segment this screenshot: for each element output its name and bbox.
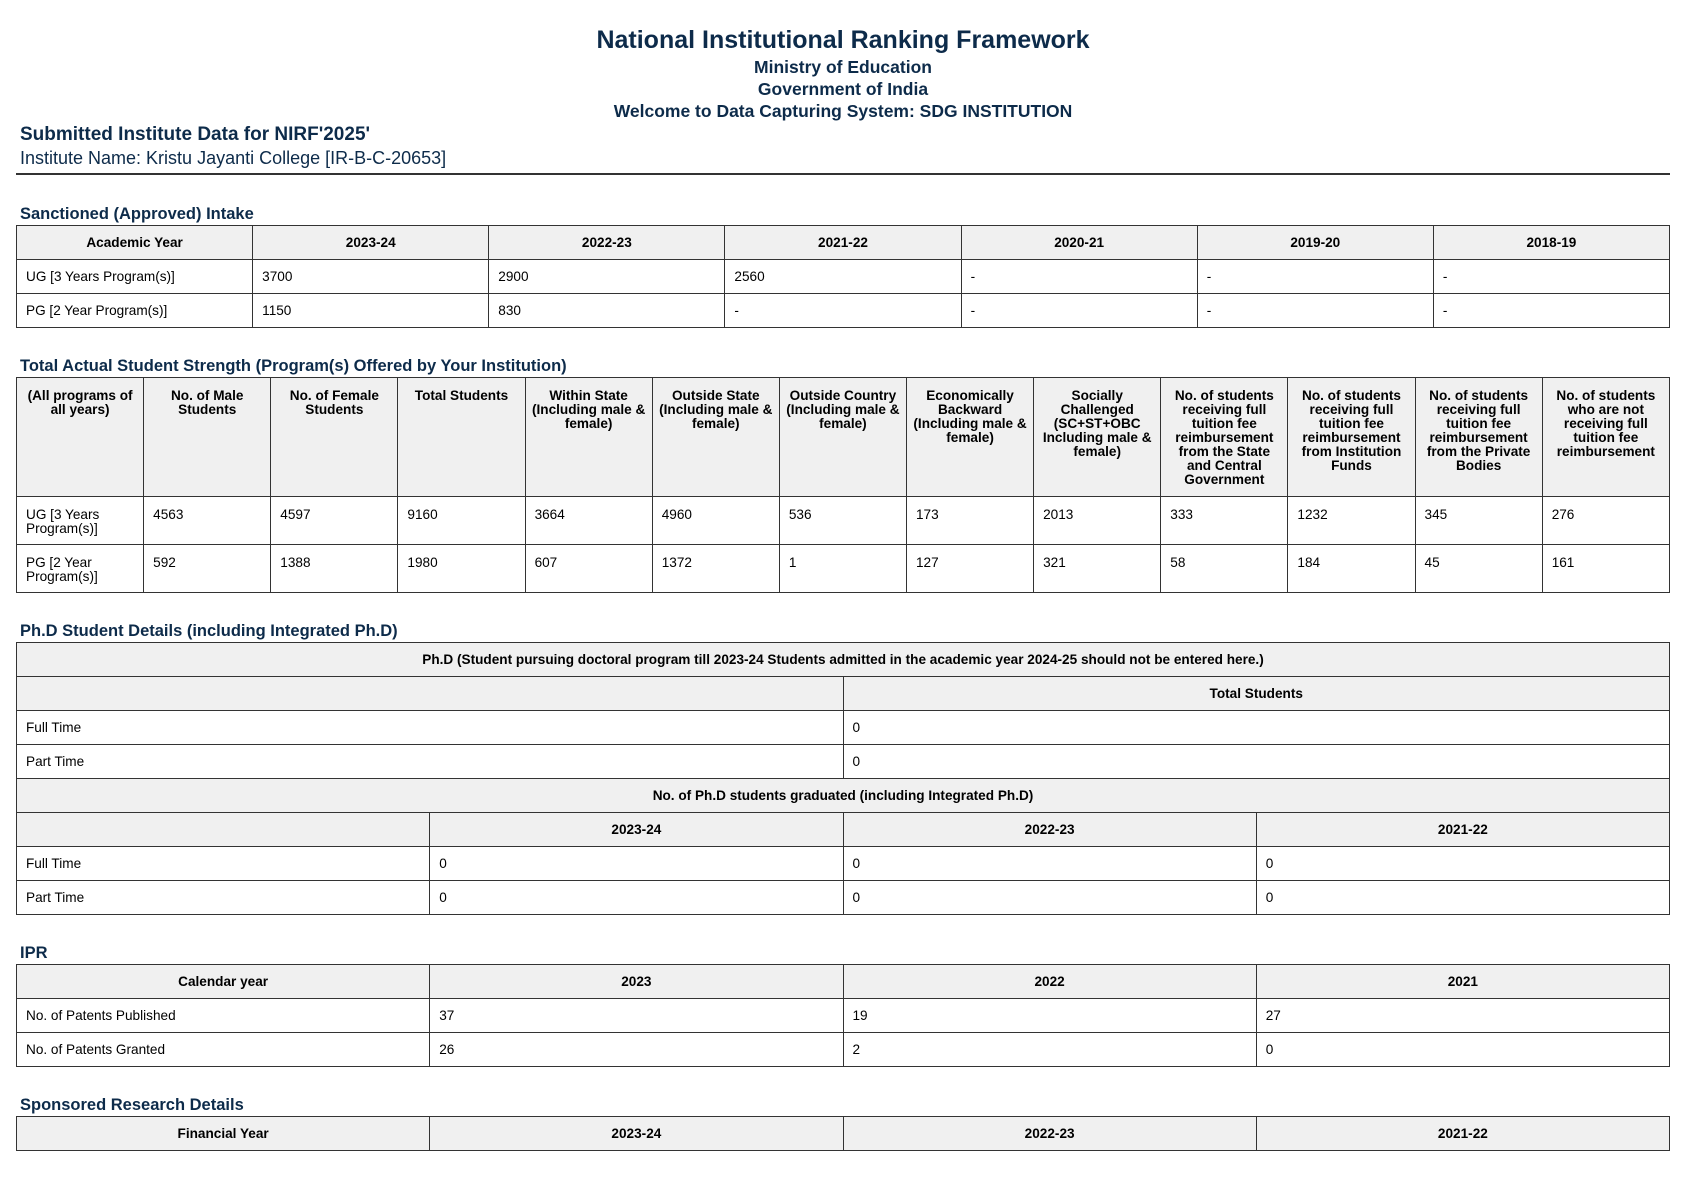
sponsored-research-table [16,1116,1670,1151]
table-cell: 0 [430,847,843,881]
header-cell-empty [17,813,430,847]
table-row [17,847,1670,881]
table-cell: - [725,294,961,328]
section-title-sanctioned-intake: Sanctioned (Approved) Intake [20,205,254,223]
table-row [17,1033,1670,1067]
table-cell: 3664 [525,497,652,545]
header-cell: No. of students receiving full tuition fee reimbursement from the State and Central Government [1161,378,1288,497]
header-cell: (All programs of all years) [17,378,144,497]
ipr-table [16,964,1670,1067]
table-cell: 0 [430,881,843,915]
header-cell: 2023 [430,965,843,999]
table-cell: 0 [1256,881,1669,915]
student-strength-table [16,377,1670,593]
header-cell: 2021 [1256,965,1669,999]
government-line: Government of India [757,79,929,99]
header-cell: No. of students receiving full tuition fee reimbursement from the Private Bodies [1415,378,1542,497]
phd-table [16,642,1670,915]
table-cell: 45 [1415,545,1542,593]
table-header-row [17,643,1670,677]
table-cell: 0 [1256,847,1669,881]
header-cell: 2021-22 [1256,1117,1669,1151]
table-cell: 1372 [652,545,779,593]
table-header-row [17,378,1670,497]
table-cell: UG [3 Years Program(s)] [17,260,253,294]
table-row [17,545,1670,593]
header-cell: 2020-21 [961,226,1197,260]
table-cell: 0 [843,881,1256,915]
table-header-row [17,813,1670,847]
ministry-line: Ministry of Education [754,57,932,77]
table-cell: 37 [430,999,843,1033]
institute-name: Institute Name: Kristu Jayanti College [IR-B-C-20653] [20,148,447,168]
header-cell: 2022-23 [843,813,1256,847]
table-row [17,711,1670,745]
table-row [17,745,1670,779]
table-cell: 0 [843,745,1670,779]
header-cell: 2022-23 [489,226,725,260]
table-header-row [17,965,1670,999]
header-cell: 2022-23 [843,1117,1256,1151]
header-cell: No. of Female Students [271,378,398,497]
table-cell: 2560 [725,260,961,294]
table-cell: 321 [1034,545,1161,593]
table-cell: 184 [1288,545,1415,593]
table-cell: Full Time [17,847,430,881]
table-cell: 1980 [398,545,525,593]
table-cell: PG [2 Year Program(s)] [17,545,144,593]
table-cell: Part Time [17,881,430,915]
table-cell: 4960 [652,497,779,545]
table-row [17,260,1670,294]
table-cell: - [1433,260,1669,294]
phd-pursuing-header: Ph.D (Student pursuing doctoral program till 2023-24 Students admitted in the academic year 2024-25 should not be entered here.) [17,643,1670,677]
header-divider [16,173,1670,175]
table-cell: 333 [1161,497,1288,545]
table-cell: 2013 [1034,497,1161,545]
table-cell: 276 [1542,497,1669,545]
table-header-row [17,677,1670,711]
header-cell: 2022 [843,965,1256,999]
header-cell: Outside Country (Including male & female) [779,378,906,497]
section-title-sponsored-research: Sponsored Research Details [20,1096,244,1114]
table-cell: 58 [1161,545,1288,593]
table-cell: No. of Patents Published [17,999,430,1033]
table-cell: - [1433,294,1669,328]
table-row [17,294,1670,328]
table-cell: No. of Patents Granted [17,1033,430,1067]
header-cell: Total Students [843,677,1670,711]
section-title-phd: Ph.D Student Details (including Integrated Ph.D) [20,622,398,640]
table-cell: 3700 [253,260,489,294]
header-cell: 2019-20 [1197,226,1433,260]
table-cell: 26 [430,1033,843,1067]
welcome-line: Welcome to Data Capturing System: SDG INSTITUTION [613,101,1073,121]
table-cell: 2 [843,1033,1256,1067]
table-cell: 127 [906,545,1033,593]
table-header-row [17,226,1670,260]
section-title-student-strength: Total Actual Student Strength (Program(s) Offered by Your Institution) [20,357,567,375]
table-cell: 9160 [398,497,525,545]
table-cell: 1 [779,545,906,593]
table-cell: 173 [906,497,1033,545]
table-cell: 4563 [144,497,271,545]
table-cell: - [1197,294,1433,328]
table-cell: 0 [843,847,1256,881]
table-cell: 2900 [489,260,725,294]
table-cell: 345 [1415,497,1542,545]
table-cell: 536 [779,497,906,545]
header-cell: Total Students [398,378,525,497]
table-cell: UG [3 Years Program(s)] [17,497,144,545]
table-cell: 19 [843,999,1256,1033]
header-cell: 2021-22 [725,226,961,260]
table-cell: 607 [525,545,652,593]
header-cell: Outside State (Including male & female) [652,378,779,497]
table-cell: 1150 [253,294,489,328]
header-cell: 2018-19 [1433,226,1669,260]
sanctioned-intake-table [16,225,1670,328]
section-title-ipr: IPR [20,944,48,962]
header-cell: No. of Male Students [144,378,271,497]
header-cell: 2021-22 [1256,813,1669,847]
table-row [17,881,1670,915]
table-cell: 830 [489,294,725,328]
header-cell: Calendar year [17,965,430,999]
submitted-title: Submitted Institute Data for NIRF'2025' [20,124,371,145]
table-cell: - [961,260,1197,294]
header-cell-empty [17,677,844,711]
table-cell: 27 [1256,999,1669,1033]
header-cell: Socially Challenged (SC+ST+OBC Including male & female) [1034,378,1161,497]
page-header [16,0,1670,122]
table-cell: 161 [1542,545,1669,593]
header-cell: 2023-24 [253,226,489,260]
header-cell: Academic Year [17,226,253,260]
table-cell: 1388 [271,545,398,593]
table-cell: 0 [1256,1033,1669,1067]
header-cell: 2023-24 [430,1117,843,1151]
table-row [17,497,1670,545]
page-title: National Institutional Ranking Framework [596,26,1090,54]
header-cell: No. of students who are not receiving full tuition fee reimbursement [1542,378,1669,497]
phd-graduated-header: No. of Ph.D students graduated (including Integrated Ph.D) [17,779,1670,813]
document-page [16,0,1670,1151]
table-cell: Full Time [17,711,844,745]
header-cell: Economically Backward (Including male & female) [906,378,1033,497]
table-cell: 1232 [1288,497,1415,545]
table-cell: - [961,294,1197,328]
header-cell: 2023-24 [430,813,843,847]
table-row [17,999,1670,1033]
table-cell: 592 [144,545,271,593]
table-header-row [17,779,1670,813]
header-cell: No. of students receiving full tuition fee reimbursement from Institution Funds [1288,378,1415,497]
header-cell: Financial Year [17,1117,430,1151]
table-cell: 0 [843,711,1670,745]
table-header-row [17,1117,1670,1151]
table-cell: 4597 [271,497,398,545]
header-cell: Within State (Including male & female) [525,378,652,497]
table-cell: Part Time [17,745,844,779]
table-cell: PG [2 Year Program(s)] [17,294,253,328]
table-cell: - [1197,260,1433,294]
